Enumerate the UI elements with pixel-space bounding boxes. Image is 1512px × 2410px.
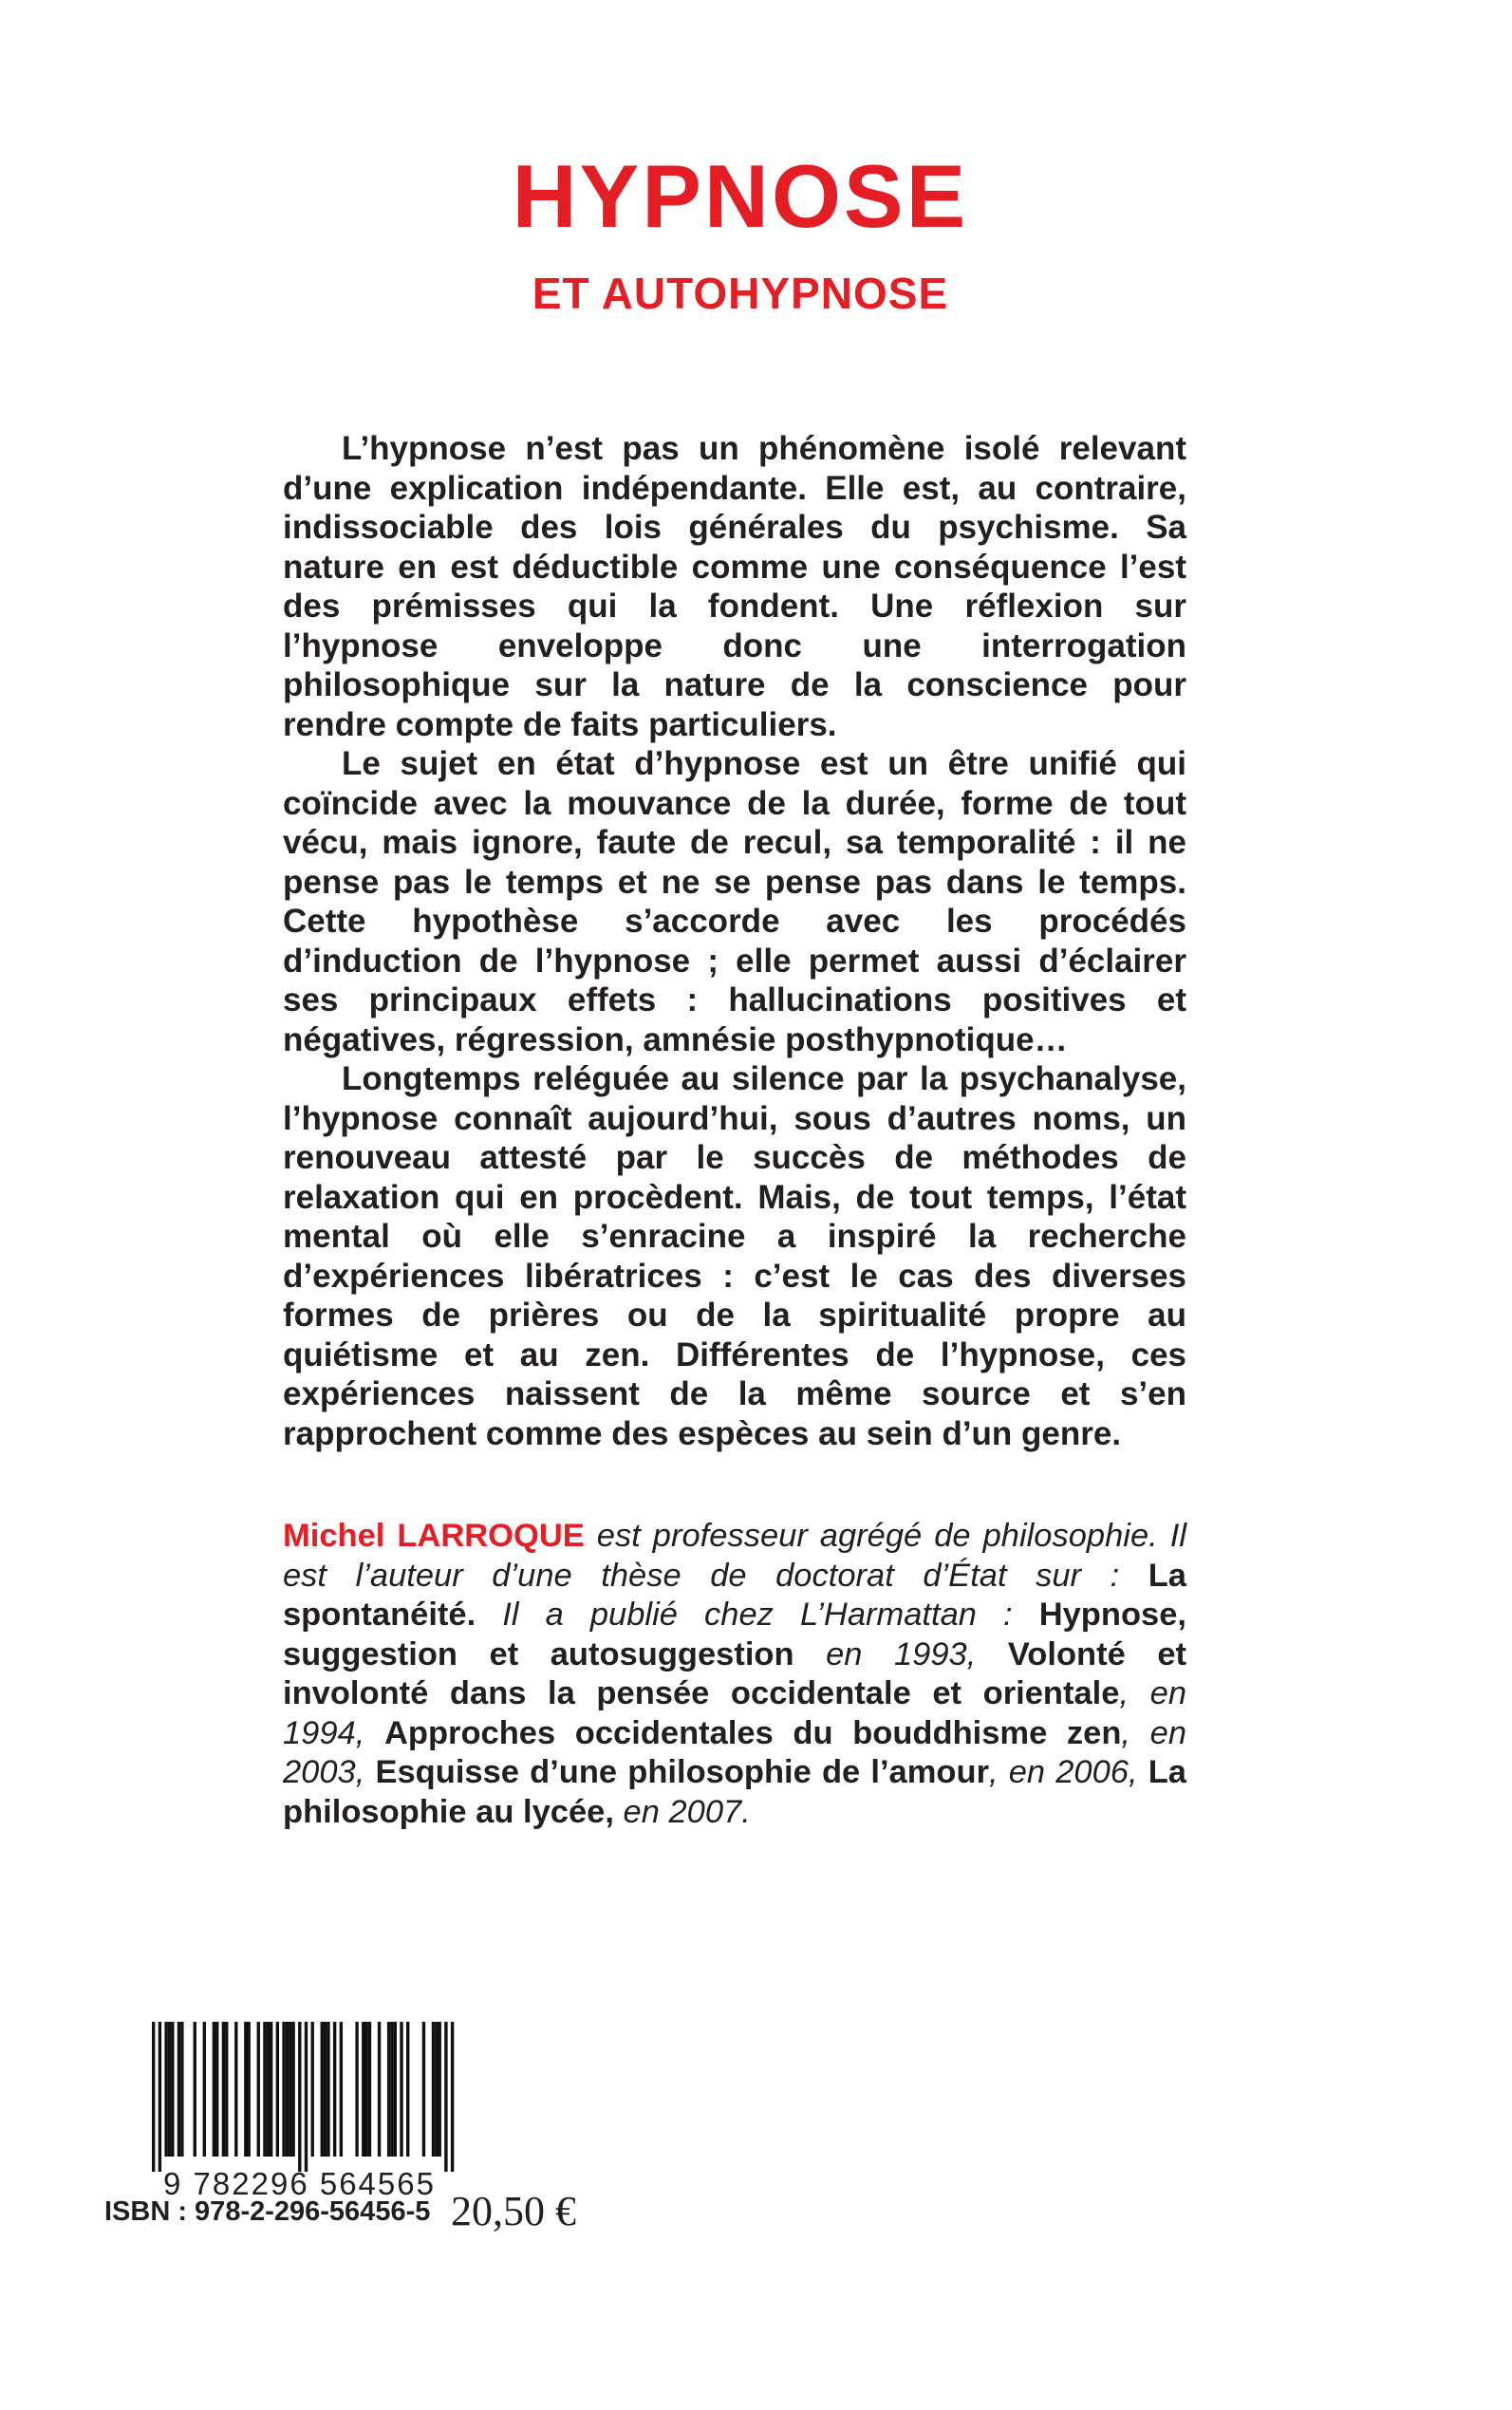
barcode-bar bbox=[333, 2022, 336, 2157]
barcode-bar bbox=[291, 2022, 294, 2157]
bio-text-5: , en 2003, bbox=[283, 1714, 1187, 1790]
barcode-guard-bar bbox=[298, 2022, 301, 2172]
barcode-bar bbox=[406, 2022, 409, 2157]
barcode-guard-bar bbox=[444, 2022, 447, 2172]
barcode-bar bbox=[355, 2022, 358, 2157]
barcode-guard-bar bbox=[305, 2022, 308, 2172]
barcode-bar bbox=[177, 2022, 180, 2157]
barcode-bar bbox=[364, 2022, 367, 2157]
book-subtitle: ET AUTOHYPNOSE bbox=[532, 269, 949, 318]
work-title-3: Volonté et involonté dans la pensée occidentale et orientale bbox=[283, 1635, 1186, 1711]
barcode-guard-bar bbox=[451, 2022, 454, 2172]
barcode-bar bbox=[248, 2022, 251, 2157]
barcode-bar bbox=[244, 2022, 247, 2157]
author-name: Michel LARROQUE bbox=[283, 1518, 585, 1554]
barcode-digits: 9 782296 564565 bbox=[163, 2166, 436, 2201]
barcode-bar bbox=[225, 2022, 228, 2157]
bio-text-4: , en 1994, bbox=[283, 1675, 1187, 1751]
bio-text-1: est professeur agrégé de philosophie. Il est l’auteur d’une thèse de doctorat d’État sur : bbox=[283, 1518, 1186, 1594]
barcode-bar bbox=[422, 2022, 425, 2157]
barcode-bar bbox=[194, 2022, 196, 2157]
isbn-label: ISBN : 978-2-296-56456-5 bbox=[104, 2196, 431, 2227]
barcode-bar bbox=[270, 2022, 272, 2157]
barcode-bar bbox=[282, 2022, 285, 2157]
barcode-bar bbox=[394, 2022, 397, 2157]
barcode-bar bbox=[378, 2022, 381, 2157]
blurb-paragraph-3: Longtemps reléguée au silence par la psychanalyse, l’hypnose connaît aujourd’hui, sous d’autres noms, un renouveau attesté par le succès de méthodes de relaxation qui en procèdent. Mais, de tout temps, l’état mental où elle s’enracine a inspiré la recherche d’expériences libératrices : c’est le cas des diverses formes de prières ou de la spiritualité propre au quiétisme et au zen. Différentes de l’hypnose, ces expériences naissent de la même source et s’en rapprochent comme des espèces au sein d’un genre. bbox=[283, 1060, 1186, 1452]
book-title: HYPNOSE bbox=[512, 146, 969, 246]
work-title-6: La philosophie au lycée, bbox=[283, 1754, 1186, 1830]
barcode-bar bbox=[340, 2022, 343, 2157]
barcode-bar bbox=[171, 2022, 174, 2157]
barcode-bar bbox=[387, 2022, 390, 2157]
barcode-bar bbox=[222, 2022, 225, 2157]
barcode-bar bbox=[168, 2022, 171, 2157]
bio-text-3: en 1993, bbox=[793, 1635, 1008, 1672]
barcode-bar bbox=[276, 2022, 279, 2157]
barcode-bar bbox=[368, 2022, 371, 2157]
barcode-bar bbox=[435, 2022, 438, 2157]
barcode-bar bbox=[286, 2022, 289, 2157]
barcode-bar bbox=[439, 2022, 441, 2157]
barcode-bar bbox=[289, 2022, 291, 2157]
barcode-bar bbox=[267, 2022, 270, 2157]
barcode-bar bbox=[362, 2022, 364, 2157]
barcode-image bbox=[131, 2022, 468, 2174]
work-title-5: Esquisse d’une philosophie de l’amour bbox=[375, 1754, 989, 1790]
bio-text-2: Il a publié chez L’Harmattan : bbox=[476, 1597, 1039, 1633]
price-label: 20,50 € bbox=[451, 2188, 576, 2234]
barcode-bar bbox=[203, 2022, 206, 2157]
barcode-guard-bar bbox=[159, 2022, 161, 2172]
blurb-paragraph-1: L’hypnose n’est pas un phénomène isolé relevant d’une explication indépendante. Elle est, au contraire, indissociable des lois générales du psychisme. Sa nature en est déductible comme une conséquence l’est des prémisses qui la fondent. Une réflexion sur l’hypnose enveloppe donc une interrogation philosophique sur la nature de la conscience pour rendre compte de faits particuliers. bbox=[283, 430, 1186, 743]
work-title-4: Approches occidentales du bouddhisme zen bbox=[383, 1714, 1122, 1751]
blurb-paragraph-2: Le sujet en état d’hypnose est un être unifié qui coïncide avec la mouvance de la durée, forme de tout vécu, mais ignore, faute de recul, sa temporalité : il ne pense pas le temps et ne se pense pas dans le temps. Cette hypothèse s’accorde avec les procédés d’induction de l’hypnose ; elle permet aussi d’éclairer ses principaux effets : hallucinations positives et négatives, régression, amnésie posthypnotique… bbox=[283, 745, 1186, 1058]
bio-text-6: , en 2006, bbox=[989, 1754, 1148, 1790]
barcode-bar bbox=[327, 2022, 329, 2157]
bio-text-7: en 2007. bbox=[613, 1793, 751, 1830]
barcode-bar bbox=[311, 2022, 314, 2157]
work-title-1: La spontanéité. bbox=[283, 1557, 1186, 1633]
barcode-bar bbox=[215, 2022, 218, 2157]
work-title-2: Hypnose, suggestion et autosuggestion bbox=[283, 1597, 1186, 1672]
barcode-bar bbox=[213, 2022, 215, 2157]
barcode-bars bbox=[131, 2022, 468, 2174]
back-cover-blurb bbox=[283, 429, 1186, 1453]
barcode-bar bbox=[180, 2022, 183, 2157]
barcode-bar bbox=[164, 2022, 167, 2157]
barcode-bar bbox=[400, 2022, 402, 2157]
barcode-bar bbox=[390, 2022, 393, 2157]
barcode-guard-bar bbox=[152, 2022, 155, 2172]
barcode-bar bbox=[432, 2022, 435, 2157]
barcode-bar bbox=[257, 2022, 260, 2157]
barcode-bar bbox=[321, 2022, 324, 2157]
barcode-bar bbox=[324, 2022, 327, 2157]
author-bio bbox=[283, 1517, 1186, 1832]
barcode-bar bbox=[234, 2022, 237, 2157]
barcode-bar bbox=[263, 2022, 266, 2157]
